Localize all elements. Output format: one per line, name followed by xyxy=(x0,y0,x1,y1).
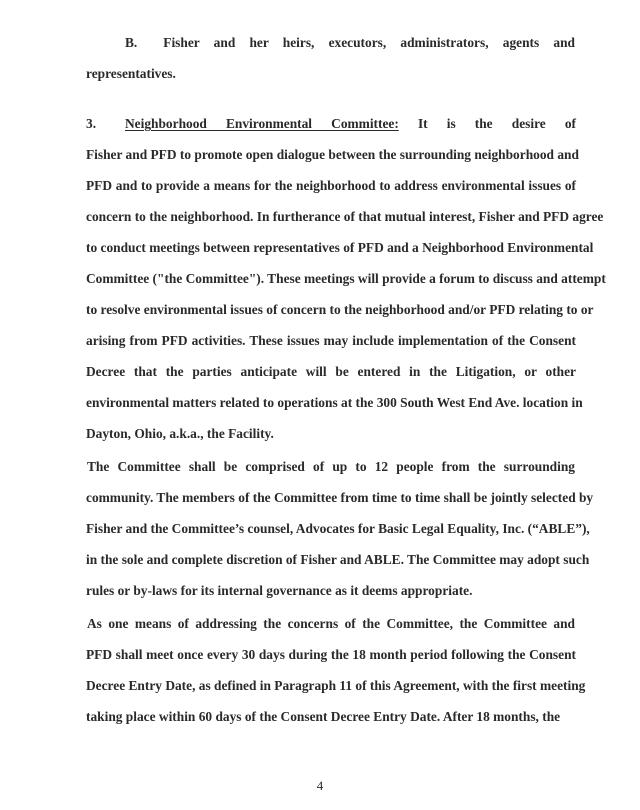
section-3-line: Fisher and PFD to promote open dialogue between the surrounding neighborhood and xyxy=(86,147,579,162)
meetings-paragraph-line: taking place within 60 days of the Consent Decree Entry Date. After 18 months, the xyxy=(86,709,561,724)
meetings-paragraph-line: PFD shall meet once every 30 days during the 18 month period following the Consent xyxy=(86,647,576,662)
section-3-number: 3. xyxy=(86,116,97,131)
section-3-line: environmental matters related to operations at the 300 South West End Ave. location in xyxy=(86,395,583,410)
page-number: 4 xyxy=(316,778,324,793)
section-3-line: to resolve environmental issues of concern to the neighborhood and/or PFD relating to or xyxy=(86,302,594,317)
paragraph-b-line-1 xyxy=(125,34,575,52)
section-3-line: PFD and to provide a means for the neighborhood to address environmental issues of xyxy=(86,178,576,193)
meetings-paragraph-line: Decree Entry Date, as defined in Paragraph 11 of this Agreement, with the first meeting xyxy=(86,678,586,693)
committee-paragraph-line: in the sole and complete discretion of Fisher and ABLE. The Committee may adopt such xyxy=(86,552,590,567)
section-3-heading: Neighborhood Environmental Committee: xyxy=(125,116,399,131)
section-3-heading-rest: It is the desire of xyxy=(417,116,576,131)
meetings-paragraph-line: As one means of addressing the concerns of the Committee, the Committee and xyxy=(87,616,575,631)
section-3-line: Decree that the parties anticipate will be entered in the Litigation, or other xyxy=(86,364,576,379)
committee-paragraph-line: Fisher and the Committee’s counsel, Advocates for Basic Legal Equality, Inc. (“ABLE”), xyxy=(86,521,590,536)
paragraph-b-marker: B. xyxy=(125,35,138,50)
section-3-line-1 xyxy=(86,115,576,133)
section-3-line: Committee ("the Committee"). These meetings will provide a forum to discuss and attempt xyxy=(86,271,606,286)
committee-paragraph-line: community. The members of the Committee from time to time shall be jointly selected by xyxy=(86,490,594,505)
committee-paragraph-line: The Committee shall be comprised of up to 12 people from the surrounding xyxy=(87,459,575,474)
paragraph-b-text: Fisher and her heirs, executors, administrators, agents and xyxy=(163,35,575,50)
paragraph-b-line-2: representatives. xyxy=(86,66,176,81)
section-3-line: to conduct meetings between representatives of PFD and a Neighborhood Environmental xyxy=(86,240,594,255)
section-3-line: concern to the neighborhood. In furtherance of that mutual interest, Fisher and PFD agree xyxy=(86,209,604,224)
section-3-line: arising from PFD activities. These issues may include implementation of the Consent xyxy=(86,333,576,348)
section-3-line: Dayton, Ohio, a.k.a., the Facility. xyxy=(86,426,274,441)
committee-paragraph-line: rules or by-laws for its internal governance as it deems appropriate. xyxy=(86,583,473,598)
